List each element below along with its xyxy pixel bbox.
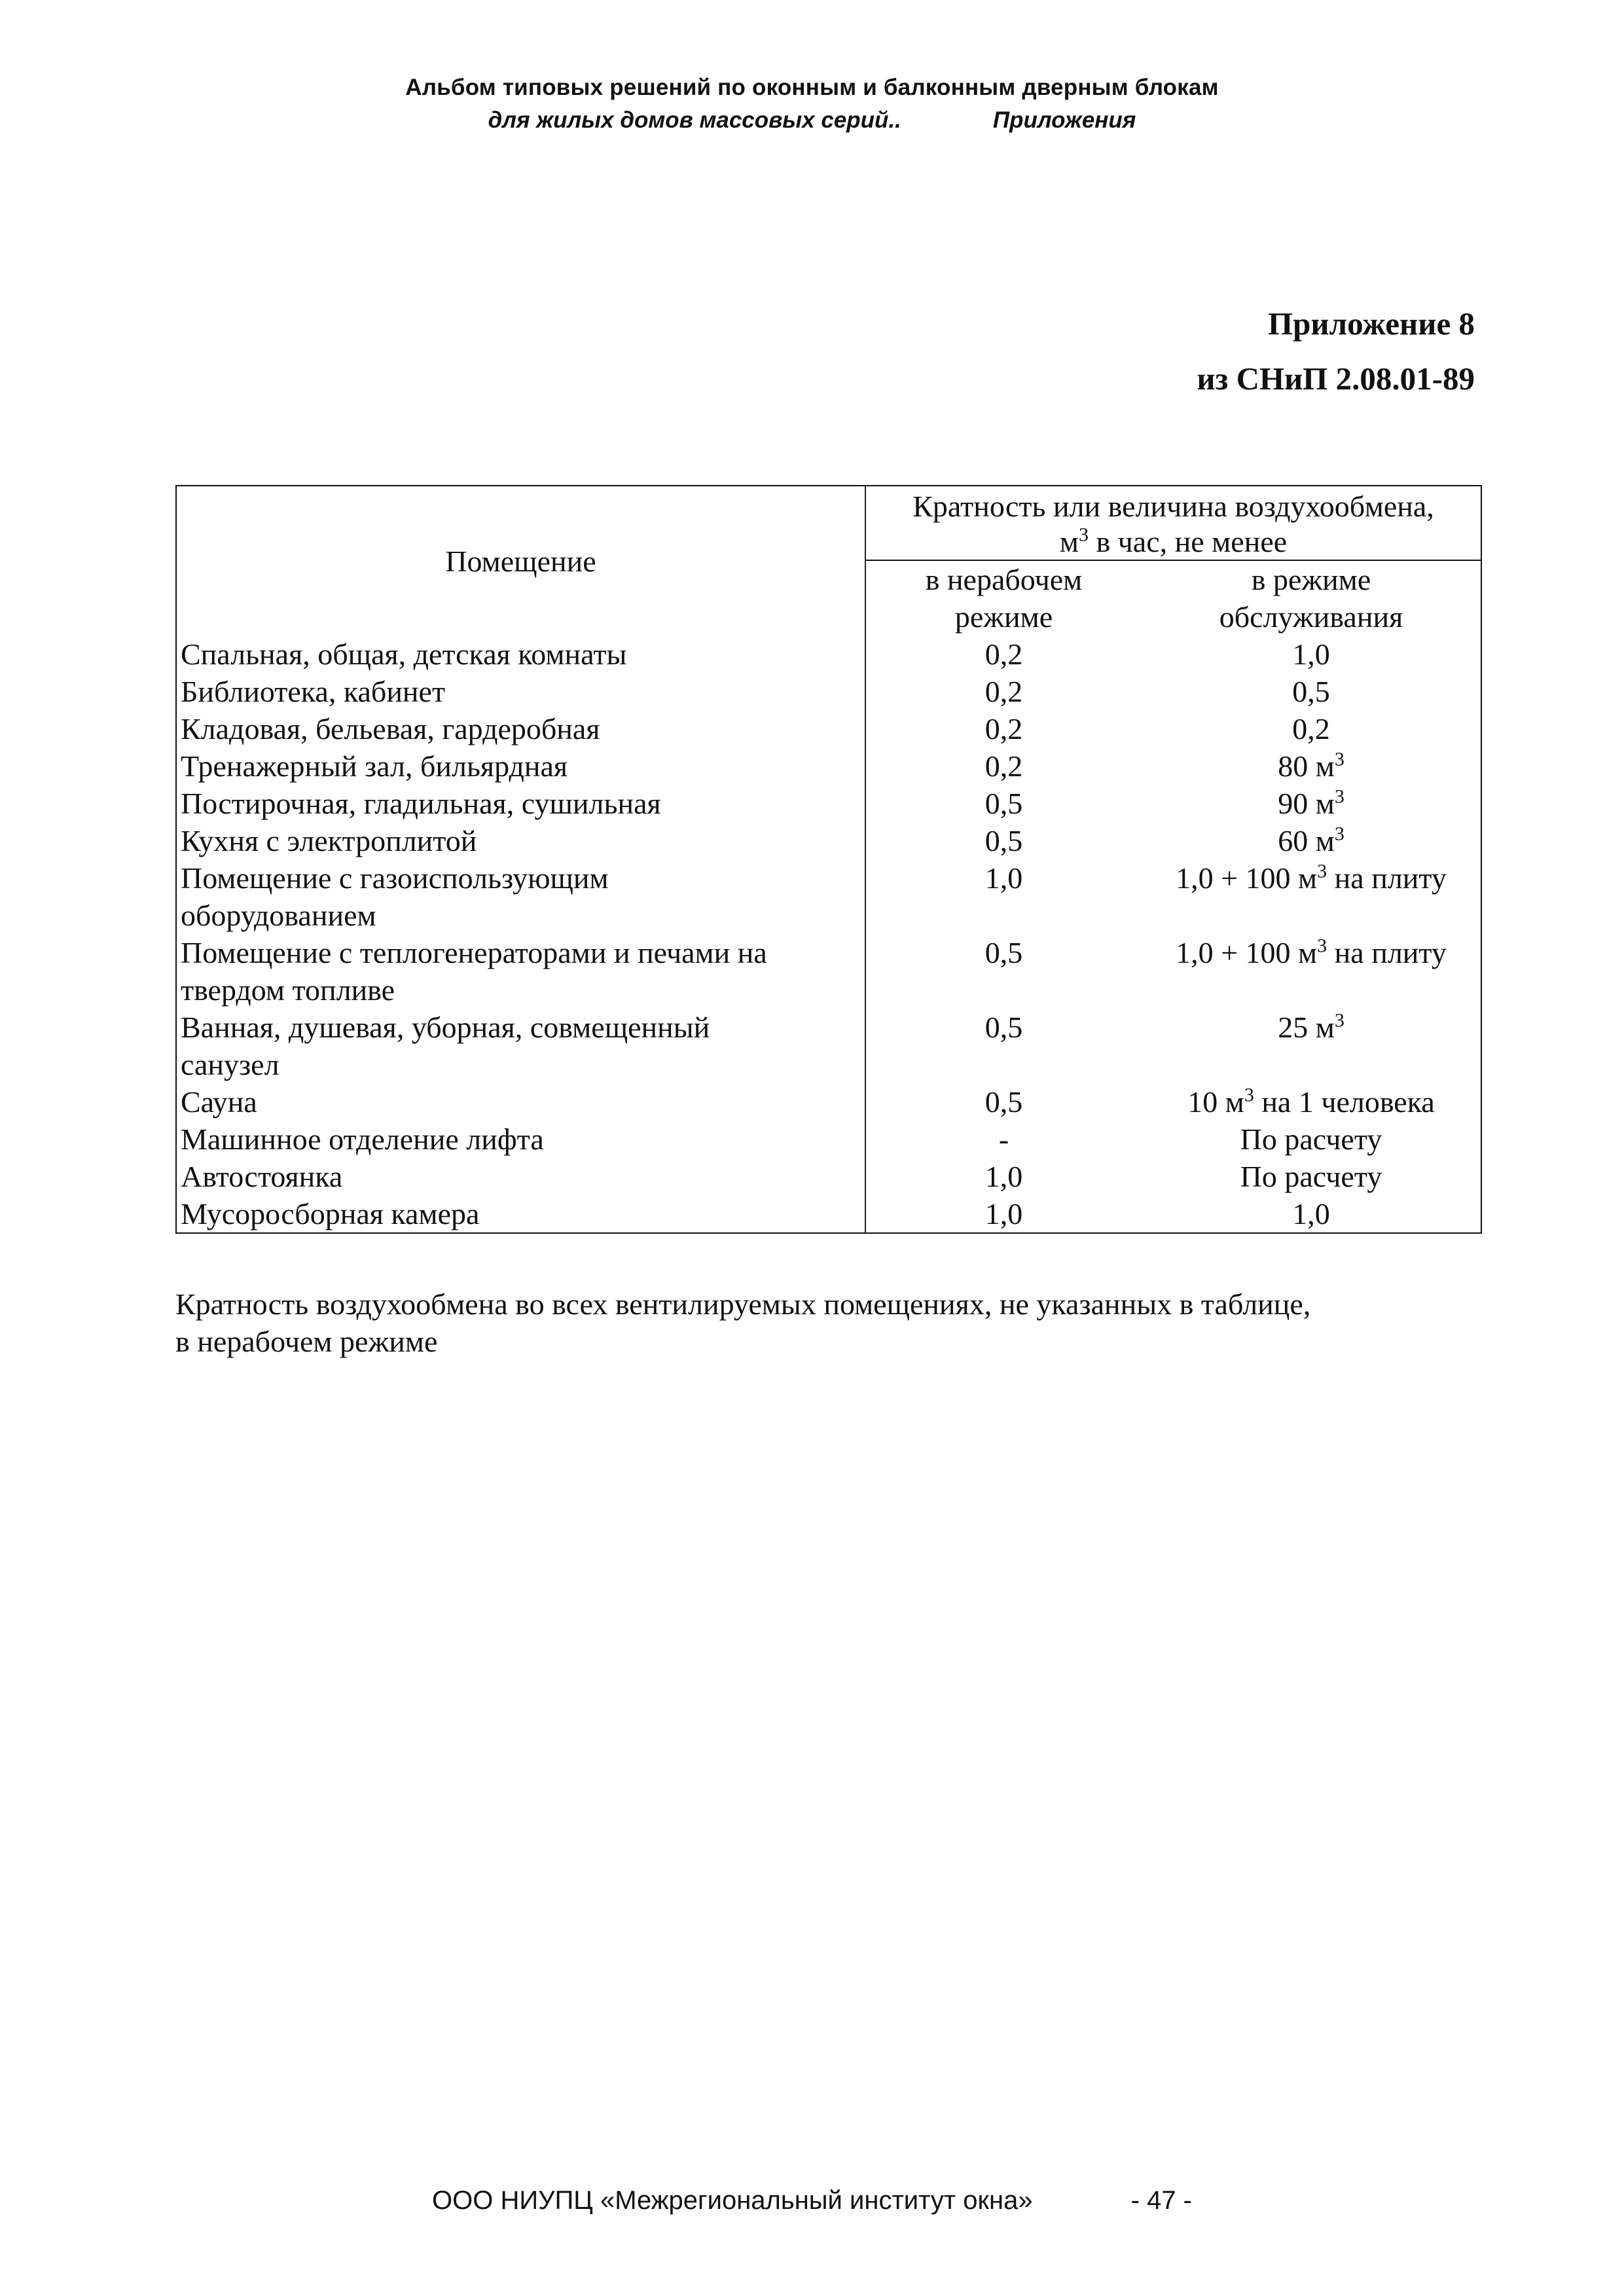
service-value: По расчету — [1240, 1160, 1382, 1193]
table-row — [176, 636, 1481, 673]
table-row — [176, 1083, 1481, 1121]
running-header-title: Альбом типовых решений по оконным и балконным дверным блокам — [405, 75, 1219, 100]
table-row — [176, 747, 1481, 785]
room-name: Постирочная, гладильная, сушильная — [181, 787, 661, 820]
appendix-source: из СНиП 2.08.01-89 — [1197, 361, 1475, 397]
service-value: 1,0 + 100 м — [1176, 861, 1318, 895]
cell-off-mode: 0,2 — [865, 747, 1142, 785]
cubic-exponent: 3 — [1317, 860, 1327, 882]
cell-room — [176, 673, 865, 710]
cell-room — [176, 1121, 865, 1158]
cell-room — [176, 785, 865, 822]
room-name: Сауна — [181, 1085, 257, 1119]
group-header-line1: Кратность или величина воздухообмена, — [912, 490, 1434, 523]
off-mode-line2: режиме — [954, 600, 1053, 634]
group-header-unit-exponent: 3 — [1078, 524, 1089, 546]
cell-off-mode: 1,0 — [865, 859, 1142, 934]
running-header-subtitle — [0, 109, 1624, 132]
air-exchange-table — [175, 485, 1482, 1234]
service-value: 10 м — [1187, 1085, 1244, 1119]
room-name: Машинное отделение лифта — [181, 1122, 544, 1156]
table-row — [176, 785, 1481, 822]
cell-service-mode — [1142, 1121, 1481, 1158]
table-row — [176, 859, 1481, 934]
cell-service-mode — [1142, 822, 1481, 859]
service-value: 0,5 — [1292, 675, 1330, 708]
column-group-header — [865, 486, 1481, 560]
room-name-continued: санузел — [181, 1048, 280, 1081]
room-name: Помещение с газоиспользующим — [181, 861, 609, 895]
table-body — [176, 636, 1481, 1233]
cubic-exponent: 3 — [1334, 823, 1344, 845]
cell-room — [176, 747, 865, 785]
cell-room — [176, 859, 865, 934]
service-value: 1,0 + 100 м — [1176, 936, 1318, 969]
cell-off-mode: 0,2 — [865, 636, 1142, 673]
room-name: Автостоянка — [181, 1160, 343, 1193]
cell-room — [176, 822, 865, 859]
cell-room — [176, 1195, 865, 1233]
cell-room — [176, 1083, 865, 1121]
cell-off-mode: 0,5 — [865, 934, 1142, 1009]
table-row — [176, 1158, 1481, 1195]
column-header-off-mode — [865, 560, 1142, 636]
room-name: Тренажерный зал, бильярдная — [181, 749, 568, 783]
service-value: 1,0 — [1292, 637, 1330, 671]
cell-room — [176, 1009, 865, 1083]
service-value: 0,2 — [1292, 712, 1330, 745]
service-suffix: на плиту — [1327, 936, 1447, 969]
room-name: Ванная, душевая, уборная, совмещенный — [181, 1011, 710, 1044]
service-value: 60 м — [1278, 824, 1335, 857]
room-name: Кладовая, бельевая, гардеробная — [181, 712, 600, 745]
room-name: Мусоросборная камера — [181, 1197, 480, 1230]
cubic-exponent: 3 — [1317, 935, 1327, 957]
room-name-continued: оборудованием — [181, 899, 376, 932]
cell-room — [176, 636, 865, 673]
table-row — [176, 822, 1481, 859]
cubic-exponent: 3 — [1334, 1009, 1344, 1031]
cell-service-mode — [1142, 785, 1481, 822]
table-row — [176, 934, 1481, 1009]
cell-service-mode — [1142, 710, 1481, 747]
group-header-line2: в час, не менее — [1096, 525, 1288, 558]
page-number: - 47 - — [1130, 2186, 1192, 2215]
cell-off-mode: 0,5 — [865, 785, 1142, 822]
table-row — [176, 1195, 1481, 1233]
table-row — [176, 710, 1481, 747]
footnote — [175, 1285, 1485, 1360]
off-mode-line1: в нерабочем — [925, 563, 1083, 596]
cell-service-mode — [1142, 1009, 1481, 1083]
cell-service-mode — [1142, 636, 1481, 673]
service-value: 1,0 — [1292, 1197, 1330, 1230]
cubic-exponent: 3 — [1334, 748, 1344, 770]
cell-service-mode — [1142, 1083, 1481, 1121]
running-header-section: Приложения — [992, 107, 1136, 133]
room-name: Кухня с электроплитой — [181, 824, 477, 857]
cell-off-mode: 0,5 — [865, 1083, 1142, 1121]
service-value: По расчету — [1240, 1122, 1382, 1156]
service-value: 90 м — [1278, 787, 1335, 820]
group-header-unit: м — [1059, 525, 1079, 558]
room-name: Спальная, общая, детская комнаты — [181, 637, 627, 671]
cubic-exponent: 3 — [1244, 1084, 1254, 1106]
cell-room — [176, 934, 865, 1009]
room-name: Библиотека, кабинет — [181, 675, 446, 708]
cell-off-mode: 1,0 — [865, 1195, 1142, 1233]
footer-org: ООО НИУПЦ «Межрегиональный институт окна» — [432, 2186, 1033, 2215]
cell-service-mode — [1142, 673, 1481, 710]
cell-off-mode: 0,2 — [865, 710, 1142, 747]
service-mode-line1: в режиме — [1251, 563, 1371, 596]
table-row — [176, 1121, 1481, 1158]
service-value: 80 м — [1278, 749, 1335, 783]
cubic-exponent: 3 — [1334, 785, 1344, 808]
table-row — [176, 673, 1481, 710]
cell-off-mode: 0,5 — [865, 822, 1142, 859]
cell-service-mode — [1142, 1158, 1481, 1195]
service-suffix: на 1 человека — [1254, 1085, 1435, 1119]
cell-off-mode: 1,0 — [865, 1158, 1142, 1195]
footnote-line1: Кратность воздухообмена во всех вентилируемых помещениях, не указанных в таблице, — [175, 1287, 1311, 1321]
cell-service-mode — [1142, 1195, 1481, 1233]
cell-room — [176, 1158, 865, 1195]
running-header-series: для жилых домов массовых серий.. — [488, 107, 901, 133]
cell-off-mode: 0,2 — [865, 673, 1142, 710]
footnote-line2: в нерабочем режиме — [175, 1325, 438, 1358]
cell-off-mode: 0,5 — [865, 1009, 1142, 1083]
table-row — [176, 1009, 1481, 1083]
service-value: 25 м — [1278, 1011, 1335, 1044]
column-header-service-mode — [1142, 560, 1481, 636]
cell-off-mode: - — [865, 1121, 1142, 1158]
room-name: Помещение с теплогенераторами и печами на — [181, 936, 767, 969]
cell-service-mode — [1142, 747, 1481, 785]
room-name-continued: твердом топливе — [181, 973, 395, 1007]
service-mode-line2: обслуживания — [1219, 600, 1403, 634]
appendix-title: Приложение 8 — [1268, 306, 1475, 342]
cell-room — [176, 710, 865, 747]
cell-service-mode — [1142, 859, 1481, 934]
cell-service-mode — [1142, 934, 1481, 1009]
service-suffix: на плиту — [1327, 861, 1447, 895]
column-header-room: Помещение — [176, 486, 865, 636]
page-footer — [0, 2187, 1624, 2214]
